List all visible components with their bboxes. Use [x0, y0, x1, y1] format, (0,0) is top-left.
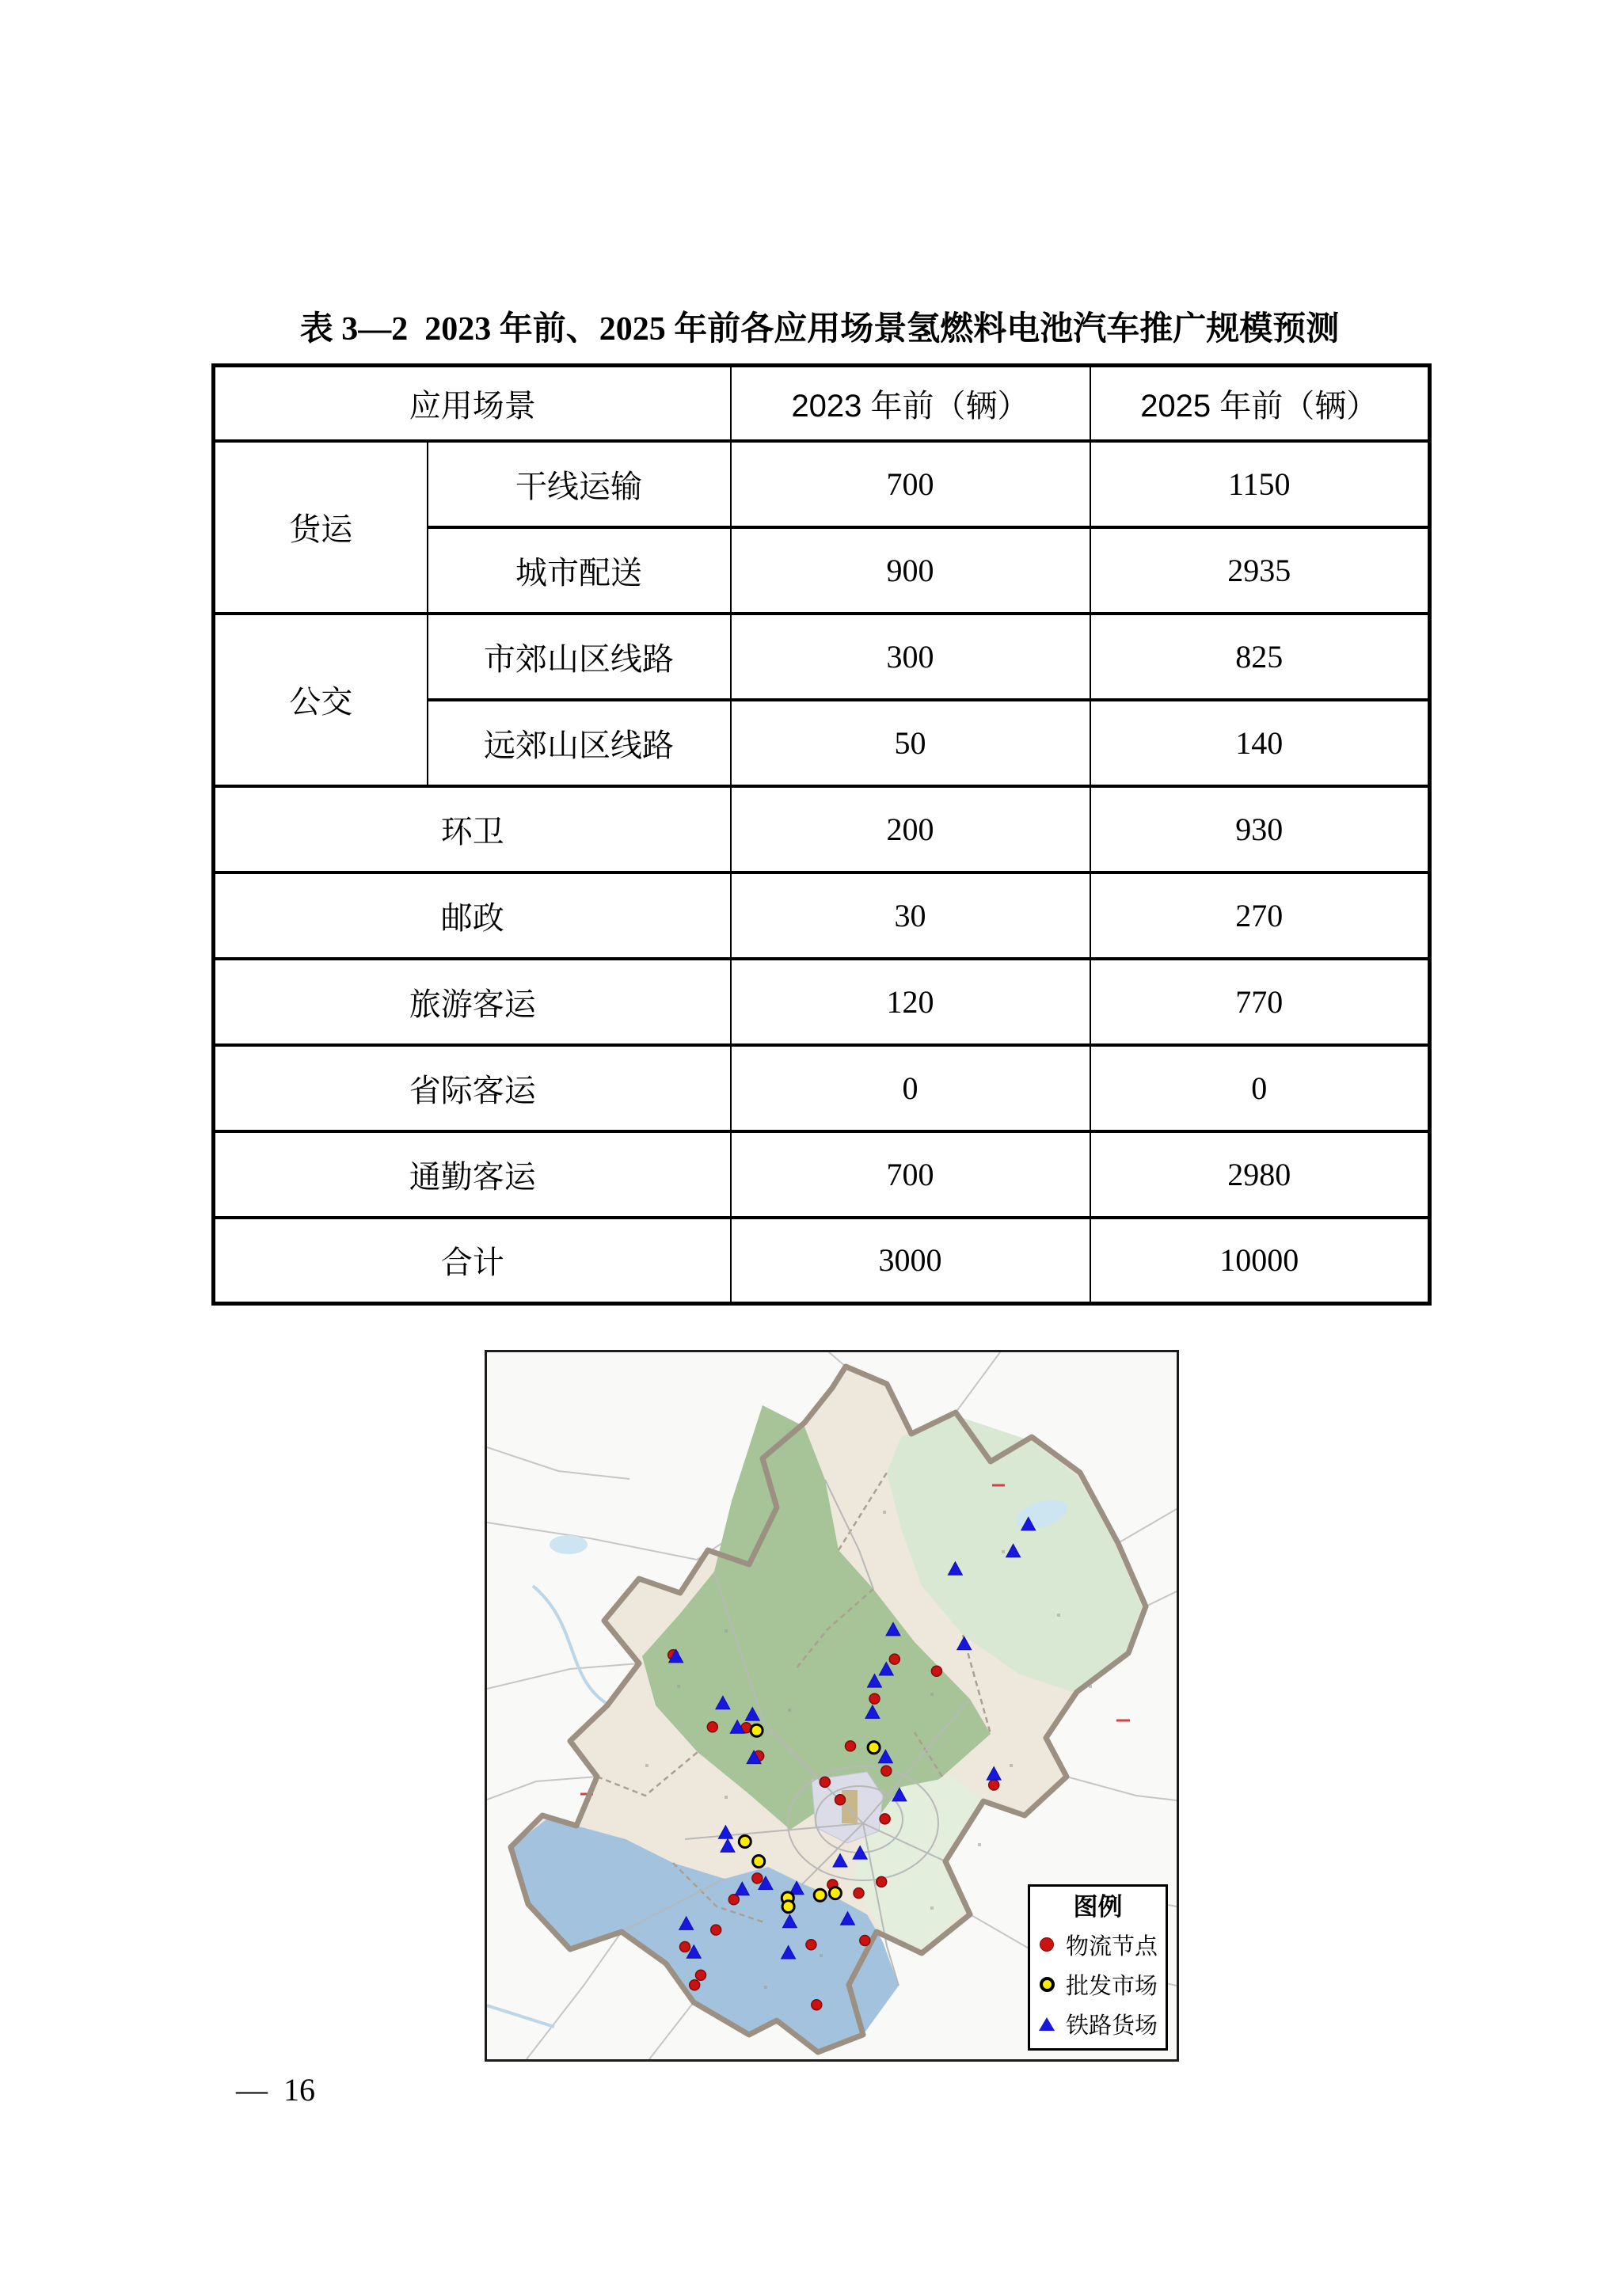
logistics-node-marker — [854, 1888, 864, 1899]
table-row-total — [214, 1218, 1430, 1304]
table-row — [214, 786, 1430, 872]
row-label: 远郊山区线路 — [428, 700, 731, 786]
prediction-table — [211, 363, 1432, 1306]
value-2025: 10000 — [1090, 1218, 1430, 1304]
header-before-2023: 2023 年前（辆） — [731, 366, 1090, 441]
logistics-node-marker — [860, 1936, 870, 1946]
header-scenario: 应用场景 — [214, 366, 731, 441]
legend-label: 批发市场 — [1066, 1973, 1158, 1999]
wholesale-market-marker — [751, 1724, 763, 1736]
value-2023: 900 — [731, 527, 1090, 614]
table-row — [214, 614, 1430, 700]
value-2023: 700 — [731, 441, 1090, 527]
wholesale-market-marker — [829, 1887, 841, 1899]
value-2025: 0 — [1090, 1045, 1430, 1131]
logistics-node-marker — [752, 1873, 763, 1884]
wholesale-market-marker — [868, 1742, 880, 1754]
row-label: 旅游客运 — [214, 959, 731, 1045]
logistics-node-marker — [989, 1780, 999, 1790]
logistics-node-marker — [889, 1654, 899, 1664]
header-before-2025: 2025 年前（辆） — [1090, 366, 1430, 441]
value-2025: 140 — [1090, 700, 1430, 786]
value-2023: 700 — [731, 1131, 1090, 1218]
value-2023: 300 — [731, 614, 1090, 700]
value-2025: 770 — [1090, 959, 1430, 1045]
legend-item-railway — [1038, 2004, 1158, 2043]
map-legend — [1028, 1884, 1168, 2051]
row-label: 通勤客运 — [214, 1131, 731, 1218]
railway-yard-icon — [1038, 2017, 1055, 2031]
logistics-node-marker — [690, 1980, 700, 1990]
row-label: 市郊山区线路 — [428, 614, 731, 700]
value-2023: 200 — [731, 786, 1090, 872]
logistics-node-marker — [728, 1895, 739, 1905]
wholesale-market-marker — [739, 1836, 751, 1848]
logistics-node-marker — [846, 1741, 856, 1751]
value-2025: 2935 — [1090, 527, 1430, 614]
table-header-row — [214, 366, 1430, 441]
row-label: 合计 — [214, 1218, 731, 1304]
legend-title: 图例 — [1073, 1893, 1123, 1921]
row-label: 干线运输 — [428, 441, 731, 527]
logistics-node-marker — [880, 1814, 890, 1824]
legend-item-wholesale — [1038, 1964, 1158, 2004]
logistics-node-marker — [835, 1795, 846, 1805]
value-2025: 825 — [1090, 614, 1430, 700]
value-2023: 120 — [731, 959, 1090, 1045]
legend-item-logistics — [1038, 1925, 1158, 1964]
page-number: — 16 — [236, 2072, 315, 2108]
logistics-node-marker — [877, 1876, 887, 1887]
legend-label: 铁路货场 — [1066, 2013, 1158, 2039]
legend-label: 物流节点 — [1066, 1933, 1158, 1960]
value-2023: 0 — [731, 1045, 1090, 1131]
value-2023: 50 — [731, 700, 1090, 786]
logistics-node-marker — [680, 1942, 690, 1952]
value-2025: 930 — [1090, 786, 1430, 872]
logistics-node-marker — [806, 1940, 816, 1950]
table-row — [214, 441, 1430, 527]
wholesale-market-marker — [782, 1901, 794, 1913]
value-2025: 2980 — [1090, 1131, 1430, 1218]
table-row — [214, 1045, 1430, 1131]
wholesale-market-icon — [1038, 1977, 1055, 1992]
logistics-node-marker — [812, 2000, 822, 2010]
logistics-node-marker — [881, 1766, 892, 1776]
value-2025: 270 — [1090, 872, 1430, 959]
logistics-node-icon — [1038, 1937, 1055, 1952]
table-row — [214, 872, 1430, 959]
logistics-node-marker — [707, 1722, 717, 1732]
table-row — [214, 1131, 1430, 1218]
value-2023: 30 — [731, 872, 1090, 959]
table-row — [214, 959, 1430, 1045]
logistics-node-marker — [931, 1666, 941, 1676]
table-title: 表 3—2 2023 年前、2025 年前各应用场景氢燃料电池汽车推广规模预测 — [299, 311, 1340, 348]
value-2023: 3000 — [731, 1218, 1090, 1304]
row-label: 省际客运 — [214, 1045, 731, 1131]
wholesale-market-marker — [814, 1889, 826, 1901]
row-label: 邮政 — [214, 872, 731, 959]
value-2025: 1150 — [1090, 441, 1430, 527]
logistics-node-marker — [820, 1777, 830, 1787]
beijing-logistics-map — [485, 1350, 1179, 2062]
group-label-bus: 公交 — [214, 614, 428, 786]
wholesale-market-marker — [753, 1856, 765, 1868]
row-label: 城市配送 — [428, 527, 731, 614]
logistics-node-marker — [869, 1693, 880, 1704]
logistics-node-marker — [711, 1925, 721, 1935]
logistics-node-marker — [696, 1970, 706, 1980]
row-label: 环卫 — [214, 786, 731, 872]
group-label-freight: 货运 — [214, 441, 428, 614]
